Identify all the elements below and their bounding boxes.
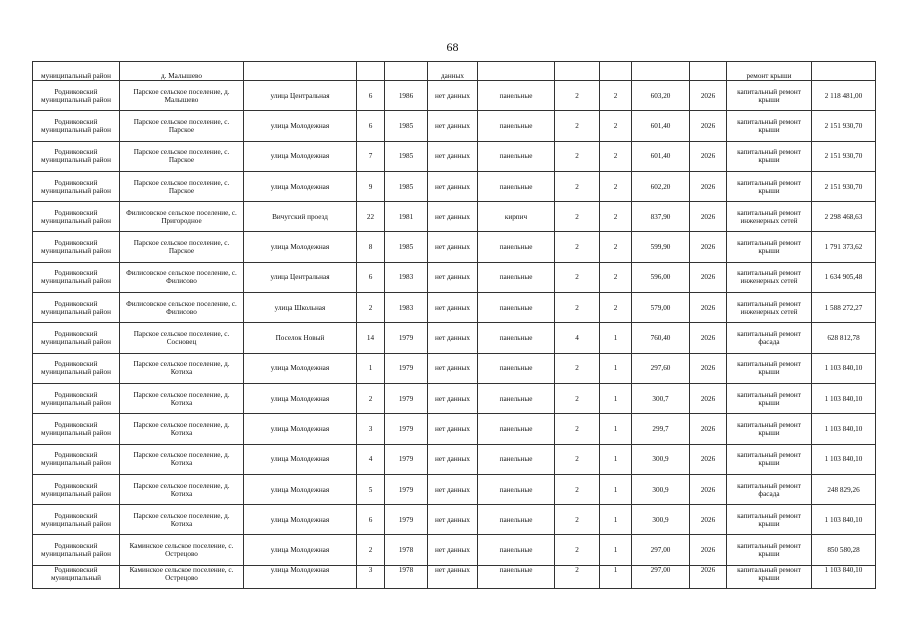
entrances-cell: 2 <box>600 293 632 323</box>
entrances-cell: 1 <box>600 353 632 383</box>
district-cell: Родниковский муниципальный район <box>33 535 120 565</box>
district-cell: Родниковский муниципальный район <box>33 111 120 141</box>
plan-year-cell: 2026 <box>690 535 727 565</box>
work-cell: капитальный ремонт крыши <box>727 353 812 383</box>
cost-cell: 850 580,28 <box>812 535 876 565</box>
settlement-cell: Парское сельское поселение, с. Парское <box>120 141 244 171</box>
house-cell: 6 <box>357 505 385 535</box>
area-cell: 602,20 <box>632 171 690 201</box>
street-cell: улица Молодежная <box>244 505 357 535</box>
walls-cell: панельные <box>478 353 555 383</box>
entrances-cell: 2 <box>600 232 632 262</box>
year-cell: 1983 <box>385 262 428 292</box>
floors-cell: 2 <box>555 414 600 444</box>
street-cell: улица Молодежная <box>244 171 357 201</box>
house-cell: 2 <box>357 293 385 323</box>
entrances-cell: 1 <box>600 444 632 474</box>
cost-cell: 1 103 840,10 <box>812 505 876 535</box>
work-cell: капитальный ремонт крыши <box>727 444 812 474</box>
street-cell: Поселок Новый <box>244 323 357 353</box>
floors-cell: 2 <box>555 81 600 111</box>
walls-cell <box>478 62 555 81</box>
year-cell: 1978 <box>385 565 428 588</box>
district-cell: Родниковский муниципальный район <box>33 81 120 111</box>
floors-cell: 2 <box>555 505 600 535</box>
walls-cell: кирпич <box>478 202 555 232</box>
street-cell: улица Молодежная <box>244 232 357 262</box>
plan-year-cell: 2026 <box>690 383 727 413</box>
walls-cell: панельные <box>478 262 555 292</box>
house-cell: 3 <box>357 565 385 588</box>
settlement-cell: Парское сельское поселение, д. Котиха <box>120 444 244 474</box>
page-number: 68 <box>446 40 459 54</box>
cost-cell: 1 588 272,27 <box>812 293 876 323</box>
district-cell: Родниковский муниципальный <box>33 565 120 588</box>
housing-registry-table <box>32 61 876 589</box>
settlement-cell: Парское сельское поселение, д. Котиха <box>120 505 244 535</box>
district-cell: Родниковский муниципальный район <box>33 323 120 353</box>
street-cell: улица Молодежная <box>244 474 357 504</box>
cost-cell: 2 298 468,63 <box>812 202 876 232</box>
entrances-cell: 1 <box>600 323 632 353</box>
plan-year-cell: 2026 <box>690 81 727 111</box>
floors-cell: 4 <box>555 323 600 353</box>
house-cell: 1 <box>357 353 385 383</box>
floors-cell: 2 <box>555 565 600 588</box>
settlement-cell: Парское сельское поселение, с. Парское <box>120 171 244 201</box>
cost-cell: 1 103 840,10 <box>812 444 876 474</box>
floors-cell: 2 <box>555 171 600 201</box>
info-cell: нет данных <box>428 383 478 413</box>
table-row <box>33 111 876 141</box>
district-cell: Родниковский муниципальный район <box>33 353 120 383</box>
table-row <box>33 141 876 171</box>
plan-year-cell: 2026 <box>690 353 727 383</box>
walls-cell: панельные <box>478 474 555 504</box>
district-cell: Родниковский муниципальный район <box>33 202 120 232</box>
work-cell: капитальный ремонт крыши <box>727 383 812 413</box>
cost-cell: 2 151 930,70 <box>812 171 876 201</box>
house-cell: 6 <box>357 81 385 111</box>
settlement-cell: Филисовское сельское поселение, с. Филисово <box>120 293 244 323</box>
cost-cell: 2 151 930,70 <box>812 141 876 171</box>
entrances-cell: 2 <box>600 81 632 111</box>
house-cell: 4 <box>357 444 385 474</box>
district-cell: Родниковский муниципальный район <box>33 505 120 535</box>
street-cell: улица Молодежная <box>244 353 357 383</box>
floors-cell: 2 <box>555 232 600 262</box>
area-cell: 601,40 <box>632 111 690 141</box>
floors-cell: 2 <box>555 202 600 232</box>
year-cell: 1979 <box>385 414 428 444</box>
area-cell: 601,40 <box>632 141 690 171</box>
settlement-cell: Парское сельское поселение, д. Котиха <box>120 353 244 383</box>
info-cell: нет данных <box>428 323 478 353</box>
entrances-cell: 1 <box>600 414 632 444</box>
work-cell: капитальный ремонт инженерных сетей <box>727 293 812 323</box>
cost-cell <box>812 62 876 81</box>
district-cell: Родниковский муниципальный район <box>33 232 120 262</box>
district-cell: Родниковский муниципальный район <box>33 293 120 323</box>
area-cell: 603,20 <box>632 81 690 111</box>
work-cell: капитальный ремонт фасада <box>727 474 812 504</box>
street-cell: улица Молодежная <box>244 414 357 444</box>
entrances-cell: 1 <box>600 383 632 413</box>
house-cell: 6 <box>357 262 385 292</box>
street-cell: улица Школьная <box>244 293 357 323</box>
plan-year-cell: 2026 <box>690 202 727 232</box>
work-cell: капитальный ремонт крыши <box>727 414 812 444</box>
settlement-cell: Каминское сельское поселение, с. Острецово <box>120 565 244 588</box>
year-cell: 1978 <box>385 535 428 565</box>
cost-cell: 1 103 840,10 <box>812 383 876 413</box>
table-row <box>33 293 876 323</box>
street-cell: улица Центральная <box>244 81 357 111</box>
walls-cell: панельные <box>478 81 555 111</box>
settlement-cell: д. Малышево <box>120 62 244 81</box>
walls-cell: панельные <box>478 141 555 171</box>
house-cell: 2 <box>357 383 385 413</box>
plan-year-cell: 2026 <box>690 171 727 201</box>
house-cell: 9 <box>357 171 385 201</box>
year-cell: 1983 <box>385 293 428 323</box>
info-cell: нет данных <box>428 535 478 565</box>
plan-year-cell: 2026 <box>690 414 727 444</box>
work-cell: капитальный ремонт крыши <box>727 81 812 111</box>
area-cell <box>632 62 690 81</box>
cost-cell: 1 103 840,10 <box>812 353 876 383</box>
year-cell: 1985 <box>385 111 428 141</box>
entrances-cell <box>600 62 632 81</box>
walls-cell: панельные <box>478 565 555 588</box>
plan-year-cell: 2026 <box>690 111 727 141</box>
walls-cell: панельные <box>478 535 555 565</box>
area-cell: 579,00 <box>632 293 690 323</box>
district-cell: Родниковский муниципальный район <box>33 141 120 171</box>
year-cell: 1979 <box>385 323 428 353</box>
cost-cell: 2 118 481,00 <box>812 81 876 111</box>
street-cell: улица Молодежная <box>244 141 357 171</box>
info-cell: нет данных <box>428 202 478 232</box>
work-cell: капитальный ремонт крыши <box>727 565 812 588</box>
district-cell: муниципальный район <box>33 62 120 81</box>
plan-year-cell: 2026 <box>690 474 727 504</box>
work-cell: капитальный ремонт крыши <box>727 141 812 171</box>
street-cell: Вичугский проезд <box>244 202 357 232</box>
settlement-cell: Парское сельское поселение, с. Парское <box>120 232 244 262</box>
table-row <box>33 353 876 383</box>
plan-year-cell: 2026 <box>690 323 727 353</box>
walls-cell: панельные <box>478 414 555 444</box>
cost-cell: 1 791 373,62 <box>812 232 876 262</box>
info-cell: нет данных <box>428 293 478 323</box>
area-cell: 300,9 <box>632 505 690 535</box>
info-cell: нет данных <box>428 141 478 171</box>
table-row <box>33 323 876 353</box>
info-cell: нет данных <box>428 444 478 474</box>
info-cell: нет данных <box>428 505 478 535</box>
floors-cell: 2 <box>555 383 600 413</box>
walls-cell: панельные <box>478 293 555 323</box>
street-cell: улица Молодежная <box>244 111 357 141</box>
entrances-cell: 1 <box>600 505 632 535</box>
area-cell: 297,60 <box>632 353 690 383</box>
district-cell: Родниковский муниципальный район <box>33 474 120 504</box>
year-cell: 1985 <box>385 141 428 171</box>
street-cell <box>244 62 357 81</box>
floors-cell: 2 <box>555 535 600 565</box>
house-cell: 14 <box>357 323 385 353</box>
table-row <box>33 232 876 262</box>
table-row <box>33 535 876 565</box>
year-cell: 1979 <box>385 474 428 504</box>
area-cell: 300,9 <box>632 474 690 504</box>
info-cell: данных <box>428 62 478 81</box>
floors-cell: 2 <box>555 141 600 171</box>
info-cell: нет данных <box>428 262 478 292</box>
floors-cell: 2 <box>555 444 600 474</box>
work-cell: капитальный ремонт инженерных сетей <box>727 202 812 232</box>
house-cell: 3 <box>357 414 385 444</box>
settlement-cell: Парское сельское поселение, с. Сосновец <box>120 323 244 353</box>
cost-cell: 1 634 905,48 <box>812 262 876 292</box>
area-cell: 300,9 <box>632 444 690 474</box>
district-cell: Родниковский муниципальный район <box>33 262 120 292</box>
entrances-cell: 1 <box>600 474 632 504</box>
year-cell: 1985 <box>385 232 428 262</box>
house-cell: 7 <box>357 141 385 171</box>
walls-cell: панельные <box>478 505 555 535</box>
entrances-cell: 1 <box>600 565 632 588</box>
plan-year-cell: 2026 <box>690 232 727 262</box>
work-cell: капитальный ремонт крыши <box>727 505 812 535</box>
year-cell: 1979 <box>385 505 428 535</box>
cost-cell: 1 103 840,10 <box>812 414 876 444</box>
settlement-cell: Парское сельское поселение, д. Котиха <box>120 383 244 413</box>
year-cell: 1979 <box>385 444 428 474</box>
walls-cell: панельные <box>478 111 555 141</box>
walls-cell: панельные <box>478 383 555 413</box>
table-row <box>33 565 876 588</box>
cost-cell: 1 103 840,10 <box>812 565 876 588</box>
table-row <box>33 414 876 444</box>
area-cell: 599,90 <box>632 232 690 262</box>
area-cell: 760,40 <box>632 323 690 353</box>
work-cell: капитальный ремонт крыши <box>727 535 812 565</box>
work-cell: капитальный ремонт крыши <box>727 171 812 201</box>
house-cell: 22 <box>357 202 385 232</box>
floors-cell: 2 <box>555 293 600 323</box>
area-cell: 837,90 <box>632 202 690 232</box>
settlement-cell: Филисовское сельское поселение, с. Пригородное <box>120 202 244 232</box>
house-cell: 5 <box>357 474 385 504</box>
info-cell: нет данных <box>428 474 478 504</box>
walls-cell: панельные <box>478 444 555 474</box>
table-row <box>33 505 876 535</box>
table-row <box>33 202 876 232</box>
area-cell: 299,7 <box>632 414 690 444</box>
area-cell: 297,00 <box>632 565 690 588</box>
work-cell: ремонт крыши <box>727 62 812 81</box>
entrances-cell: 1 <box>600 535 632 565</box>
info-cell: нет данных <box>428 111 478 141</box>
work-cell: капитальный ремонт крыши <box>727 111 812 141</box>
district-cell: Родниковский муниципальный район <box>33 171 120 201</box>
year-cell: 1979 <box>385 353 428 383</box>
plan-year-cell: 2026 <box>690 565 727 588</box>
table-row <box>33 444 876 474</box>
cost-cell: 628 812,78 <box>812 323 876 353</box>
settlement-cell: Каминское сельское поселение, с. Острецово <box>120 535 244 565</box>
table-row <box>33 383 876 413</box>
work-cell: капитальный ремонт крыши <box>727 232 812 262</box>
entrances-cell: 2 <box>600 202 632 232</box>
area-cell: 300,7 <box>632 383 690 413</box>
table-row <box>33 262 876 292</box>
settlement-cell: Парское сельское поселение, д. Котиха <box>120 414 244 444</box>
settlement-cell: Парское сельское поселение, с. Парское <box>120 111 244 141</box>
area-cell: 596,00 <box>632 262 690 292</box>
house-cell: 2 <box>357 535 385 565</box>
entrances-cell: 2 <box>600 141 632 171</box>
year-cell: 1981 <box>385 202 428 232</box>
floors-cell: 2 <box>555 111 600 141</box>
work-cell: капитальный ремонт фасада <box>727 323 812 353</box>
house-cell: 8 <box>357 232 385 262</box>
info-cell: нет данных <box>428 232 478 262</box>
plan-year-cell: 2026 <box>690 141 727 171</box>
table-row <box>33 171 876 201</box>
info-cell: нет данных <box>428 81 478 111</box>
cost-cell: 2 151 930,70 <box>812 111 876 141</box>
table-row <box>33 474 876 504</box>
info-cell: нет данных <box>428 565 478 588</box>
floors-cell <box>555 62 600 81</box>
district-cell: Родниковский муниципальный район <box>33 444 120 474</box>
district-cell: Родниковский муниципальный район <box>33 383 120 413</box>
settlement-cell: Филисовское сельское поселение, с. Филисово <box>120 262 244 292</box>
plan-year-cell: 2026 <box>690 293 727 323</box>
table-row <box>33 81 876 111</box>
entrances-cell: 2 <box>600 262 632 292</box>
walls-cell: панельные <box>478 232 555 262</box>
floors-cell: 2 <box>555 353 600 383</box>
year-cell: 1986 <box>385 81 428 111</box>
floors-cell: 2 <box>555 474 600 504</box>
street-cell: улица Молодежная <box>244 535 357 565</box>
entrances-cell: 2 <box>600 111 632 141</box>
house-cell <box>357 62 385 81</box>
district-cell: Родниковский муниципальный район <box>33 414 120 444</box>
year-cell: 1979 <box>385 383 428 413</box>
work-cell: капитальный ремонт инженерных сетей <box>727 262 812 292</box>
entrances-cell: 2 <box>600 171 632 201</box>
floors-cell: 2 <box>555 262 600 292</box>
walls-cell: панельные <box>478 323 555 353</box>
walls-cell: панельные <box>478 171 555 201</box>
info-cell: нет данных <box>428 414 478 444</box>
street-cell: улица Молодежная <box>244 444 357 474</box>
house-cell: 6 <box>357 111 385 141</box>
table-row <box>33 62 876 81</box>
street-cell: улица Молодежная <box>244 565 357 588</box>
info-cell: нет данных <box>428 353 478 383</box>
street-cell: улица Центральная <box>244 262 357 292</box>
settlement-cell: Парское сельское поселение, д. Котиха <box>120 474 244 504</box>
plan-year-cell: 2026 <box>690 505 727 535</box>
plan-year-cell: 2026 <box>690 444 727 474</box>
info-cell: нет данных <box>428 171 478 201</box>
cost-cell: 248 829,26 <box>812 474 876 504</box>
year-cell <box>385 62 428 81</box>
area-cell: 297,00 <box>632 535 690 565</box>
street-cell: улица Молодежная <box>244 383 357 413</box>
year-cell: 1985 <box>385 171 428 201</box>
plan-year-cell: 2026 <box>690 262 727 292</box>
plan-year-cell <box>690 62 727 81</box>
settlement-cell: Парское сельское поселение, д. Малышево <box>120 81 244 111</box>
